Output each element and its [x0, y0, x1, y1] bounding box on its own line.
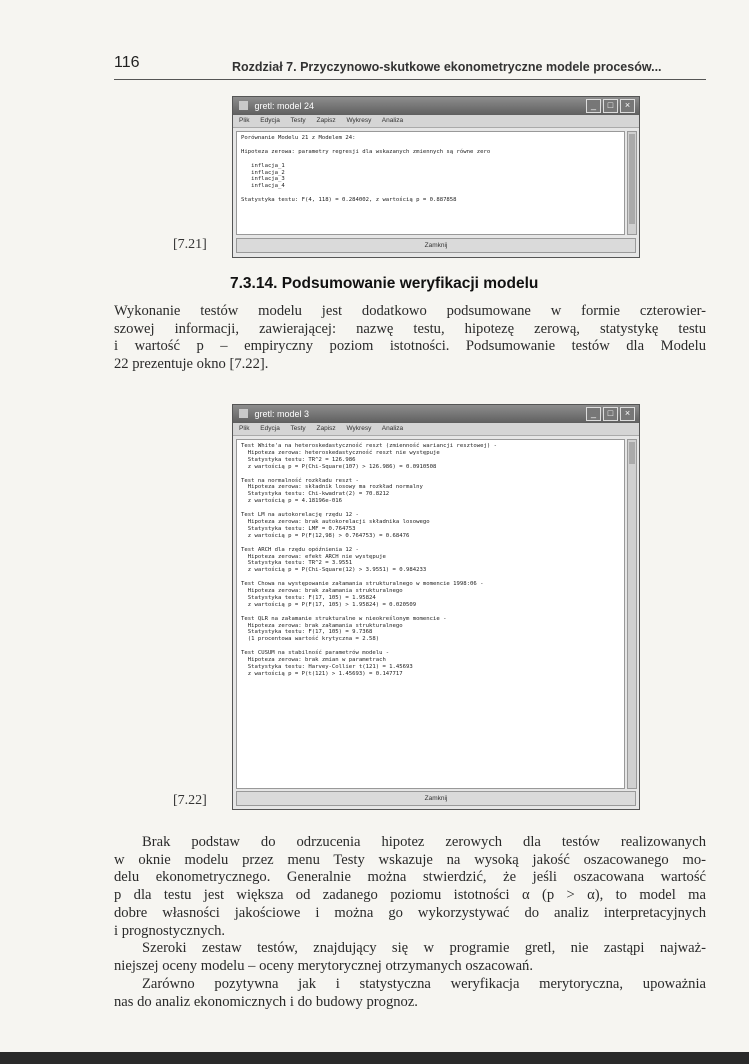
vertical-scrollbar[interactable]	[627, 439, 637, 789]
window-title: gretl: model 3	[254, 409, 310, 419]
menu-item-plik[interactable]: Plik	[239, 425, 250, 432]
menu-bar	[233, 115, 639, 128]
maximize-icon[interactable]: □	[603, 99, 618, 113]
minimize-icon[interactable]: _	[586, 99, 601, 113]
header-rule	[114, 79, 706, 80]
paragraph-3	[114, 940, 706, 975]
paragraph-1	[114, 303, 706, 374]
menu-item-edycja[interactable]: Edycja	[260, 425, 280, 432]
window-title: gretl: model 24	[254, 101, 315, 111]
text-line: delu ekonometrycznego. Generalnie można stwierdzić, że jeśli oszacowana wartość	[114, 869, 706, 886]
close-icon[interactable]: ×	[620, 407, 635, 421]
menu-bar	[233, 423, 639, 436]
text-line: dobre własności jakościowe i można go wykorzystywać do analiz interpretacyjnych	[114, 904, 706, 921]
scan-bottom-edge	[0, 1052, 749, 1064]
text-line: Zarówno pozytywna jak i statystyczna weryfikacja merytoryczna, upoważnia	[142, 976, 706, 992]
menu-item-wykresy[interactable]: Wykresy	[346, 117, 372, 124]
text-line: p dla testu jest większa od zadanego poziomu istotności α (p > α), to model ma	[114, 887, 706, 904]
scrollbar-thumb[interactable]	[629, 134, 635, 224]
text-line: Szeroki zestaw testów, znajdujący się w programie gretl, nie zastąpi najważ-	[142, 940, 706, 956]
paragraph-2	[114, 834, 706, 940]
equation-label-7-22: [7.22]	[173, 793, 207, 808]
menu-item-plik[interactable]: Plik	[239, 117, 250, 124]
menu-item-analiza[interactable]: Analiza	[381, 425, 404, 432]
close-button[interactable]: Zamknij	[236, 791, 636, 806]
text-line: i wartość p – empiryczny poziom istotności. Podsumowanie testów dla Modelu	[114, 338, 706, 355]
text-line: i prognostycznych.	[114, 922, 226, 939]
text-line: nas do analiz ekonomicznych i do budowy prognoz.	[114, 993, 418, 1010]
window-titlebar[interactable]	[233, 97, 639, 115]
output-text: Test White'a na heteroskedastyczność reszt (zmienność wariancji resztowej) - Hipoteza zerowa: heteroskedastyczność reszt nie występuje Statystyka testu: TR^2 = 126.986 z wartością p = P(Chi-Square(107) > 126.986) = 0.0910508 Test na normalność rozkładu reszt - Hipoteza zerowa: składnik losowy ma rozkład normalny Statystyka testu: Chi-kwadrat(2) = 70.8212 z wartością p = 4.18196e-016 Test LM na autokorelację rzędu 12 - Hipoteza zerowa: brak autokorelacji składnika losowego Statystyka testu: LMF = 0.764753 z wartością p = P(F(12,98) > 0.764753) = 0.68476 Test ARCH dla rzędu opóźnienia 12 - Hipoteza zerowa: efekt ARCH nie występuje Statystyka testu: TR^2 = 3.9551 z wartością p = P(Chi-Square(12) > 3.9551) = 0.984233 Test Chowa na występowanie załamania strukturalnego w momencie 1998:06 - Hipoteza zerowa: brak załamania strukturalnego Statystyka testu: F(17, 105) = 1.95824 z wartością p = P(F(17, 105) > 1.95824) = 0.020509 Test QLR na załamanie strukturalne w nieokreślonym momencie - Hipoteza zerowa: brak załamania strukturalnego Statystyka testu: F(17, 105) = 9.7368 (1 procentowa wartość krytyczna = 2.58) Test CUSUM na stabilność parametrów modelu - Hipoteza zerowa: brak zmian w parametrach Statystyka testu: Harvey-Collier t(121) = 1.45693 z wartością p = P(t(121) > 1.45693) = 0.147717	[241, 443, 497, 677]
vertical-scrollbar[interactable]	[627, 131, 637, 235]
gretl-window-model-3	[232, 404, 640, 810]
minimize-icon[interactable]: _	[586, 407, 601, 421]
page-number: 116	[114, 54, 140, 71]
output-text-area[interactable]	[236, 131, 625, 235]
maximize-icon[interactable]: □	[603, 407, 618, 421]
gretl-window-model-24	[232, 96, 640, 258]
text-line: 22 prezentuje okno [7.22].	[114, 356, 269, 373]
menu-item-zapisz[interactable]: Zapisz	[316, 425, 336, 432]
section-title: 7.3.14. Podsumowanie weryfikacji modelu	[230, 275, 539, 292]
text-line: Brak podstaw do odrzucenia hipotez zerowych dla testów realizowanych	[142, 834, 706, 850]
menu-item-edycja[interactable]: Edycja	[260, 117, 280, 124]
menu-item-wykresy[interactable]: Wykresy	[346, 425, 372, 432]
menu-item-testy[interactable]: Testy	[290, 117, 306, 124]
app-icon	[239, 409, 248, 418]
text-line: szowej informacji, zawierającej: nazwę testu, hipotezę zerową, statystykę testu	[114, 320, 706, 337]
close-button[interactable]: Zamknij	[236, 238, 636, 253]
menu-item-testy[interactable]: Testy	[290, 425, 306, 432]
close-icon[interactable]: ×	[620, 99, 635, 113]
output-text-area[interactable]	[236, 439, 625, 789]
equation-label-7-21: [7.21]	[173, 237, 207, 252]
text-line: w oknie modelu przez menu Testy wskazuje na wysoką jakość oszacowanego mo-	[114, 851, 706, 868]
window-titlebar[interactable]	[233, 405, 639, 423]
output-text: Porównanie Modelu 21 z Modelem 24: Hipoteza zerowa: parametry regresji dla wskazanych zmiennych są równe zero inflacja_1 inflacja_2 inflacja_3 inflacja_4 Statystyka testu: F(4, 118) = 0.284002, z wartością p = 0.887858	[241, 135, 491, 204]
scrollbar-thumb[interactable]	[629, 442, 635, 464]
app-icon	[239, 101, 248, 110]
menu-item-zapisz[interactable]: Zapisz	[316, 117, 336, 124]
text-line: Wykonanie testów modelu jest dodatkowo podsumowane w formie czterowier-	[114, 303, 706, 319]
text-line: niejszej oceny modelu – oceny merytorycznej otrzymanych oszacowań.	[114, 957, 534, 974]
paragraph-4	[114, 976, 706, 1011]
menu-item-analiza[interactable]: Analiza	[381, 117, 404, 124]
running-head: Rozdział 7. Przyczynowo-skutkowe ekonometryczne modele procesów...	[232, 60, 662, 74]
